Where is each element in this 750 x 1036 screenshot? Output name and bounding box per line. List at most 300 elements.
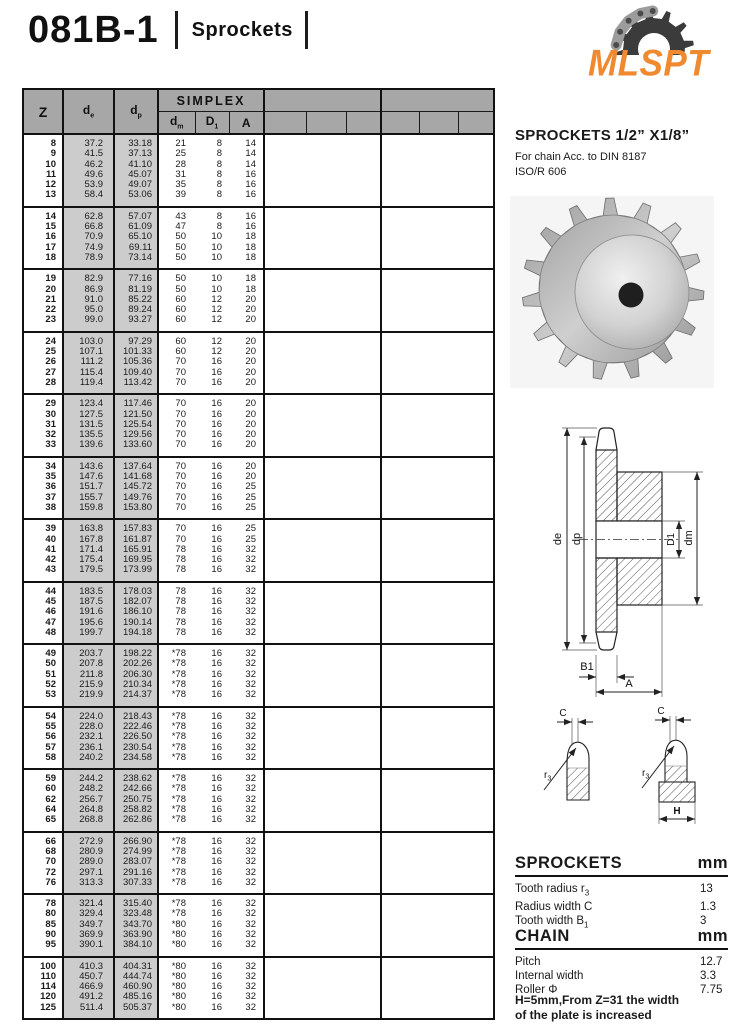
table-row — [23, 832, 494, 847]
cell-d1: 16 — [211, 908, 222, 920]
cell-d1: 16 — [211, 991, 222, 1003]
row-block — [23, 269, 494, 331]
cell-z: 47 — [45, 616, 56, 628]
spec-label: Radius width C — [515, 901, 593, 914]
cell-z: 60 — [45, 783, 56, 795]
cell-dm: 60 — [158, 347, 195, 357]
cell-a: 16 — [245, 189, 256, 201]
cell-dp: 198.22 — [114, 644, 158, 659]
spec-row — [515, 969, 728, 983]
dim-label-d1: D1 — [666, 533, 677, 546]
cell-dp: 69.11 — [114, 243, 158, 253]
cell-a: 25 — [245, 491, 256, 503]
cell-dm: *78 — [158, 670, 195, 680]
cell-dm: *78 — [158, 680, 195, 690]
cell-dp: 343.70 — [114, 920, 158, 930]
cell-a: 32 — [245, 835, 256, 847]
cell-z: 29 — [45, 398, 56, 410]
cell-de: 224.0 — [63, 707, 114, 722]
table-row — [23, 457, 494, 472]
cell-z: 31 — [45, 418, 56, 430]
cell-a: 18 — [245, 241, 256, 253]
cell-a: 25 — [245, 523, 256, 535]
cell-dp: 165.91 — [114, 545, 158, 555]
cell-dm: 78 — [158, 555, 195, 565]
table-row — [23, 957, 494, 972]
section-title: SPROCKETS 1/2” X1/8” — [515, 127, 690, 144]
cell-a: 32 — [245, 939, 256, 951]
cell-z: 41 — [45, 543, 56, 555]
cell-dm: *78 — [158, 878, 195, 894]
cell-a: 32 — [245, 960, 256, 972]
spec-table-header — [515, 927, 728, 950]
cell-de: 240.2 — [63, 753, 114, 769]
cell-de: 410.3 — [63, 957, 114, 972]
cell-de: 163.8 — [63, 519, 114, 534]
cell-dp: 137.64 — [114, 457, 158, 472]
cell-de: 58.4 — [63, 190, 114, 206]
empty-group-cell — [264, 582, 381, 644]
cell-dp: 230.54 — [114, 743, 158, 753]
dim-label-r3: $r_3$ — [642, 768, 650, 781]
cell-de: 151.7 — [63, 482, 114, 492]
cell-d1: 16 — [211, 876, 222, 888]
empty-group-cell — [264, 332, 381, 394]
cell-d1: 16 — [211, 595, 222, 607]
cell-d1: 8 — [216, 168, 222, 180]
table-row — [23, 644, 494, 659]
cell-z: 26 — [45, 356, 56, 368]
empty-group-cell — [381, 207, 494, 269]
cell-a: 20 — [245, 439, 256, 451]
cell-dm: 70 — [158, 535, 195, 545]
cell-z: 53 — [45, 689, 56, 701]
cell-a: 25 — [245, 501, 256, 513]
cell-de: 390.1 — [63, 940, 114, 956]
cell-dp: 182.07 — [114, 597, 158, 607]
cell-z: 120 — [40, 991, 56, 1003]
cell-a: 32 — [245, 741, 256, 753]
dim-label-r3: $r_3$ — [544, 770, 552, 783]
empty-group-cell — [381, 269, 494, 331]
cell-z: 25 — [45, 346, 56, 358]
cell-a: 32 — [245, 991, 256, 1003]
cell-de: 183.5 — [63, 582, 114, 597]
cell-dp: 194.18 — [114, 628, 158, 644]
cell-dp: 218.43 — [114, 707, 158, 722]
cell-dm: *78 — [158, 722, 195, 732]
cell-dp: 206.30 — [114, 670, 158, 680]
cell-d1: 16 — [211, 783, 222, 795]
cell-d1: 16 — [211, 491, 222, 503]
cell-a: 32 — [245, 731, 256, 743]
cell-dp: 186.10 — [114, 607, 158, 617]
cell-z: 35 — [45, 471, 56, 483]
cell-dp: 73.14 — [114, 253, 158, 269]
cell-de: 207.8 — [63, 659, 114, 669]
spec-value: 13 — [700, 883, 713, 895]
cell-de: 143.6 — [63, 457, 114, 472]
cell-z: 78 — [45, 898, 56, 910]
row-block — [23, 457, 494, 519]
cell-a: 32 — [245, 814, 256, 826]
empty-group-cell — [381, 707, 494, 769]
cell-a: 14 — [245, 158, 256, 170]
cell-d1: 16 — [211, 481, 222, 493]
cell-de: 62.8 — [63, 207, 114, 222]
spec-unit: mm — [697, 854, 728, 872]
cell-d1: 8 — [216, 148, 222, 160]
cell-de: 139.6 — [63, 440, 114, 456]
cell-dm: 60 — [158, 305, 195, 315]
row-block — [23, 582, 494, 644]
cell-z: 43 — [45, 564, 56, 576]
cell-d1: 12 — [211, 293, 222, 305]
cell-d1: 16 — [211, 720, 222, 732]
cell-z: 18 — [45, 251, 56, 263]
cell-de: 236.1 — [63, 743, 114, 753]
row-block — [23, 134, 494, 207]
cell-de: 111.2 — [63, 357, 114, 367]
cell-dp: 283.07 — [114, 857, 158, 867]
cell-a: 20 — [245, 366, 256, 378]
cell-de: 53.9 — [63, 180, 114, 190]
cell-dp: 133.60 — [114, 440, 158, 456]
cell-dp: 109.40 — [114, 368, 158, 378]
cell-d1: 16 — [211, 793, 222, 805]
cell-dm: 47 — [158, 222, 195, 232]
cell-dm: 78 — [158, 628, 195, 644]
cell-a: 20 — [245, 314, 256, 326]
cell-dm: *78 — [158, 784, 195, 794]
cell-z: 44 — [45, 585, 56, 597]
cell-a: 32 — [245, 616, 256, 628]
cell-d1: 16 — [211, 554, 222, 566]
cell-z: 45 — [45, 595, 56, 607]
cell-a: 20 — [245, 376, 256, 388]
cell-a: 32 — [245, 564, 256, 576]
cell-dp: 323.48 — [114, 909, 158, 919]
cell-dm: 43 — [158, 207, 195, 222]
cell-z: 110 — [40, 970, 56, 982]
cell-dm: *78 — [158, 894, 195, 909]
empty-group-cell — [381, 769, 494, 831]
cell-d1: 16 — [211, 835, 222, 847]
cell-dm: *78 — [158, 707, 195, 722]
cell-dp: 77.16 — [114, 269, 158, 284]
cell-de: 115.4 — [63, 368, 114, 378]
cell-de: 66.8 — [63, 222, 114, 232]
cell-a: 20 — [245, 335, 256, 347]
cell-de: 313.3 — [63, 878, 114, 894]
tooth-profile-diagrams — [516, 702, 728, 830]
cell-de: 199.7 — [63, 628, 114, 644]
cell-z: 8 — [50, 138, 56, 149]
sprockets-spec-table — [515, 854, 728, 933]
cell-dm: 60 — [158, 332, 195, 347]
spec-row — [515, 882, 728, 900]
cell-dm: *80 — [158, 972, 195, 982]
empty-group-cell — [264, 134, 381, 207]
cell-dm: 78 — [158, 582, 195, 597]
cell-dp: 93.27 — [114, 315, 158, 331]
cell-z: 15 — [45, 221, 56, 233]
cell-d1: 16 — [211, 939, 222, 951]
cell-z: 55 — [45, 720, 56, 732]
table-row — [23, 134, 494, 149]
cell-z: 95 — [45, 939, 56, 951]
cell-dp: 45.07 — [114, 170, 158, 180]
cell-d1: 16 — [211, 918, 222, 930]
cell-d1: 16 — [211, 418, 222, 430]
cell-d1: 16 — [211, 741, 222, 753]
cell-dp: 242.66 — [114, 784, 158, 794]
divider-bar — [175, 11, 178, 49]
cell-z: 11 — [45, 168, 56, 180]
row-block — [23, 769, 494, 831]
spec-heading: CHAIN — [515, 927, 570, 945]
cell-a: 32 — [245, 929, 256, 940]
cell-dp: 234.58 — [114, 753, 158, 769]
cell-a: 20 — [245, 418, 256, 430]
cell-dp: 37.13 — [114, 149, 158, 159]
cell-de: 450.7 — [63, 972, 114, 982]
cell-z: 64 — [45, 804, 56, 816]
cell-z: 34 — [45, 460, 56, 472]
cell-z: 125 — [40, 1001, 56, 1013]
cell-dm: 70 — [158, 519, 195, 534]
cell-de: 103.0 — [63, 332, 114, 347]
plate-width-note: H=5mm,From Z=31 the width of the plate is increased — [515, 993, 680, 1022]
cell-d1: 16 — [211, 626, 222, 638]
empty-group-cell — [381, 519, 494, 581]
cell-dm: 78 — [158, 607, 195, 617]
empty-group-cell — [264, 519, 381, 581]
cell-a: 18 — [245, 283, 256, 295]
cell-d1: 16 — [211, 533, 222, 545]
cell-dp: 85.22 — [114, 295, 158, 305]
cell-a: 32 — [245, 856, 256, 868]
cell-de: 228.0 — [63, 722, 114, 732]
cell-d1: 10 — [211, 283, 222, 295]
cell-dp: 121.50 — [114, 410, 158, 420]
cell-a: 25 — [245, 533, 256, 545]
cell-de: 195.6 — [63, 618, 114, 628]
cell-a: 32 — [245, 554, 256, 566]
cell-de: 127.5 — [63, 410, 114, 420]
cell-z: 28 — [45, 376, 56, 388]
cell-dm: *78 — [158, 743, 195, 753]
dim-label-a: A — [625, 678, 633, 690]
row-block — [23, 207, 494, 269]
cell-de: 280.9 — [63, 847, 114, 857]
dim-label-dm: dm — [683, 530, 695, 546]
empty-group-cell — [264, 832, 381, 894]
spec-rows — [515, 882, 728, 933]
cell-d1: 16 — [211, 398, 222, 410]
cell-d1: 16 — [211, 523, 222, 535]
cell-a: 32 — [245, 898, 256, 910]
cell-d1: 16 — [211, 376, 222, 388]
cell-dm: 70 — [158, 457, 195, 472]
col-header-de: $d_e$ — [63, 89, 114, 134]
row-block — [23, 707, 494, 769]
cell-a: 32 — [245, 1001, 256, 1013]
cell-de: 171.4 — [63, 545, 114, 555]
spec-label: Internal width — [515, 970, 584, 982]
cell-dp: 53.06 — [114, 190, 158, 206]
table-row — [23, 582, 494, 597]
cell-z: 72 — [45, 866, 56, 878]
table-row — [23, 269, 494, 284]
row-block — [23, 394, 494, 456]
cell-dp: 222.46 — [114, 722, 158, 732]
empty-group-cell — [264, 269, 381, 331]
cell-dm: 78 — [158, 618, 195, 628]
cell-dp: 141.68 — [114, 472, 158, 482]
cell-de: 49.6 — [63, 170, 114, 180]
cell-z: 58 — [45, 751, 56, 763]
group-header-simplex: SIMPLEX — [158, 89, 264, 112]
cell-de: 272.9 — [63, 832, 114, 847]
dim-label-h: H — [673, 806, 681, 817]
cell-dm: *80 — [158, 930, 195, 940]
cell-z: 42 — [45, 554, 56, 566]
iso-standard-text: ISO/R 606 — [515, 166, 567, 178]
cell-d1: 16 — [211, 751, 222, 763]
cell-de: 167.8 — [63, 535, 114, 545]
cell-dp: 149.76 — [114, 493, 158, 503]
cell-dm: *78 — [158, 868, 195, 878]
cell-a: 32 — [245, 804, 256, 816]
cell-dp: 210.34 — [114, 680, 158, 690]
cell-a: 32 — [245, 679, 256, 691]
cell-dp: 307.33 — [114, 878, 158, 894]
cell-d1: 16 — [211, 773, 222, 785]
cell-d1: 16 — [211, 616, 222, 628]
cell-dp: 97.29 — [114, 332, 158, 347]
cell-dp: 57.07 — [114, 207, 158, 222]
cell-z: 12 — [45, 179, 56, 191]
dim-label-b1: B1 — [580, 661, 594, 673]
cell-a: 16 — [245, 210, 256, 222]
cell-dm: *78 — [158, 753, 195, 769]
cell-d1: 16 — [211, 564, 222, 576]
cell-de: 135.5 — [63, 430, 114, 440]
cell-d1: 16 — [211, 679, 222, 691]
cell-de: 219.9 — [63, 690, 114, 706]
cell-dp: 105.36 — [114, 357, 158, 367]
empty-group-cell — [381, 957, 494, 1019]
table-row — [23, 394, 494, 409]
cell-de: 466.9 — [63, 982, 114, 992]
cell-dp: 505.37 — [114, 1003, 158, 1019]
cell-z: 23 — [45, 314, 56, 326]
cell-d1: 16 — [211, 689, 222, 701]
cell-dm: *78 — [158, 644, 195, 659]
empty-group-cell — [381, 134, 494, 207]
cell-dm: *80 — [158, 992, 195, 1002]
tooth-profile-right — [642, 706, 695, 824]
cell-dm: 50 — [158, 253, 195, 269]
dim-label-dp: dp — [571, 532, 583, 546]
cell-z: 39 — [45, 523, 56, 535]
masthead — [28, 4, 308, 56]
cell-a: 20 — [245, 408, 256, 420]
cell-z: 62 — [45, 793, 56, 805]
cell-z: 36 — [45, 481, 56, 493]
col-header-dp: $d_p$ — [114, 89, 158, 134]
cell-dp: 315.40 — [114, 894, 158, 909]
cell-a: 32 — [245, 981, 256, 993]
cell-de: 248.2 — [63, 784, 114, 794]
cell-de: 159.8 — [63, 503, 114, 519]
cell-dm: 70 — [158, 493, 195, 503]
cell-dm: *78 — [158, 815, 195, 831]
cell-d1: 8 — [216, 189, 222, 201]
cell-dp: 65.10 — [114, 232, 158, 242]
cell-dp: 238.62 — [114, 769, 158, 784]
cell-de: 46.2 — [63, 160, 114, 170]
cell-z: 24 — [45, 335, 56, 347]
cell-a: 32 — [245, 908, 256, 920]
cell-z: 30 — [45, 408, 56, 420]
cell-de: 175.4 — [63, 555, 114, 565]
spec-table-header — [515, 854, 728, 877]
chain-spec-table — [515, 927, 728, 997]
cell-dm: *78 — [158, 847, 195, 857]
cell-de: 203.7 — [63, 644, 114, 659]
cell-z: 114 — [40, 981, 56, 993]
cell-a: 32 — [245, 648, 256, 660]
cell-d1: 16 — [211, 585, 222, 597]
cell-de: 155.7 — [63, 493, 114, 503]
cell-dm: 78 — [158, 545, 195, 555]
cell-dp: 363.90 — [114, 930, 158, 940]
table-row — [23, 707, 494, 722]
dim-label-c: C — [559, 708, 567, 719]
cell-de: 86.9 — [63, 285, 114, 295]
cell-a: 20 — [245, 346, 256, 358]
cell-d1: 12 — [211, 314, 222, 326]
cell-dm: 28 — [158, 160, 195, 170]
cell-d1: 8 — [216, 210, 222, 222]
cell-dp: 384.10 — [114, 940, 158, 956]
col-header-empty — [419, 112, 458, 135]
page-subtitle: Sprockets — [191, 18, 293, 41]
cell-dp: 161.87 — [114, 535, 158, 545]
cell-a: 18 — [245, 273, 256, 285]
cell-a: 32 — [245, 876, 256, 888]
cell-dm: 78 — [158, 597, 195, 607]
dim-label-c: C — [657, 706, 665, 717]
cell-d1: 10 — [211, 231, 222, 243]
cell-a: 32 — [245, 751, 256, 763]
cell-z: 51 — [45, 668, 56, 680]
cell-dm: 50 — [158, 243, 195, 253]
cell-dm: *78 — [158, 690, 195, 706]
cell-dm: 50 — [158, 232, 195, 242]
cell-z: 38 — [45, 501, 56, 513]
cell-dp: 258.82 — [114, 805, 158, 815]
cell-de: 70.9 — [63, 232, 114, 242]
cell-a: 16 — [245, 221, 256, 233]
cell-d1: 8 — [216, 138, 222, 149]
cell-de: 41.5 — [63, 149, 114, 159]
cell-dp: 101.33 — [114, 347, 158, 357]
cell-dm: 21 — [158, 134, 195, 149]
cell-dp: 61.09 — [114, 222, 158, 232]
